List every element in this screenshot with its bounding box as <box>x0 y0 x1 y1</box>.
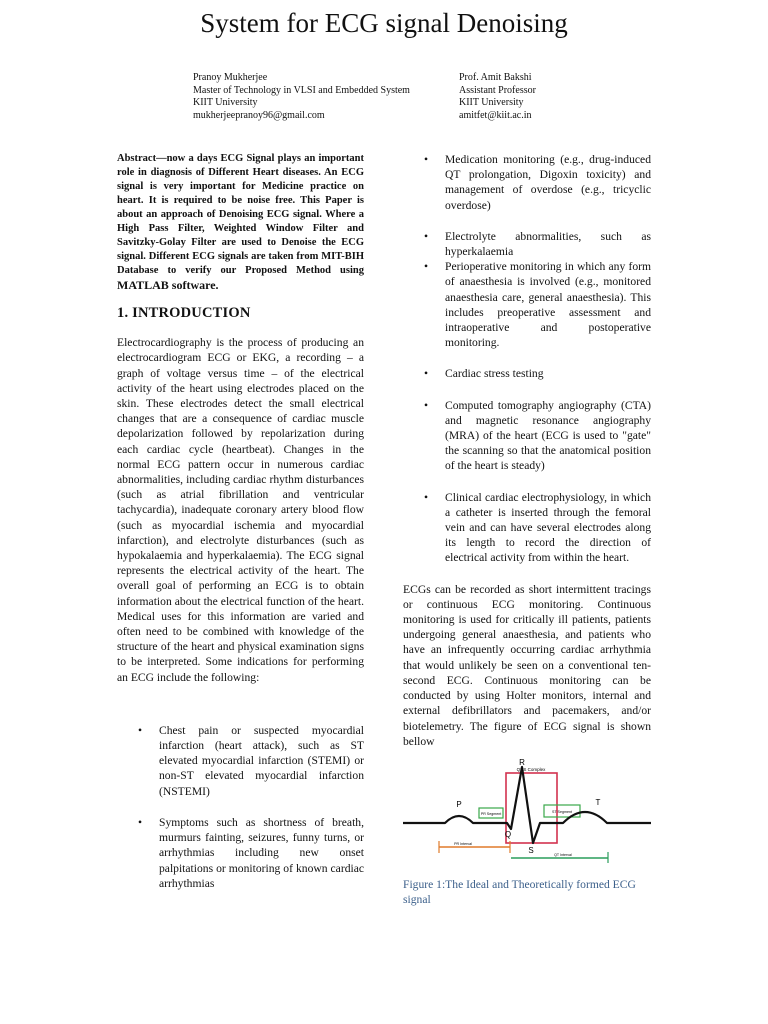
pr-interval-label: PR Interval <box>454 841 472 846</box>
abstract <box>117 152 364 294</box>
r-wave-label: R <box>519 757 525 767</box>
intro-paragraph: Electrocardiography is the process of producing an electrocardiogram ECG or EKG, a recording – a graph of voltage versus time – of the electrical activity of the heart using electrodes placed on the skin. These electrodes detect the small electrical changes that are a consequence of cardiac muscle depolarization followed by repolarization during each cardiac cycle (heartbeat). Changes in the normal ECG pattern occur in numerous cardiac abnormalities, including cardiac rhythm disturbances (such as atrial fibrillation and ventricular tachycardia), inadequate coronary artery blood flow (such as myocardial ischemia and myocardial infarction), and electrolyte disturbances (such as hypokalaemia and hyperkalaemia). The ECG signal represents the electrical activity of the heart. The overall goal of performing an ECG is to obtain information about the electrical function of the heart. Medical uses for this information are varied and often need to be combined with knowledge of the structure of the heart and physical examination signs to be interpreted. Some indications for performing an ECG include the following: <box>117 336 364 684</box>
paper-title: System for ECG signal Denoising <box>200 8 568 38</box>
abstract-tail: MATLAB software. <box>117 278 219 292</box>
st-segment-label: ST Segment <box>552 809 572 814</box>
q-wave-label: Q <box>504 829 512 839</box>
list-item: • Perioperative monitoring in which any form of anaesthesia is involved (e.g., monitored anaesthesia care, general anaesthesia). This includes preoperative assessment and intraoperative and postoperative monitoring. <box>403 259 651 350</box>
author-name: Prof. Amit Bakshi <box>459 72 532 83</box>
list-item: • Symptoms such as shortness of breath, murmurs fainting, seizures, funny turns, or arrhythmias including new onset palpitations or monitoring of known cardiac arrhythmias <box>117 815 364 891</box>
list-item: • Chest pain or suspected myocardial infarction (heart attack), such as ST elevated myocardial infarction (STEMI) or non-ST elevated myocardial infarction (NSTEMI) <box>117 723 364 799</box>
qt-interval-label: QT Interval <box>554 852 572 857</box>
s-wave-label: S <box>528 845 534 855</box>
abstract-text: Abstract—now a days ECG Signal plays an important role in diagnosis of Different Heart diseases. An ECG signal is very important for Medicine practice on heart. It is required to be noise free. This Paper is about an approach of Denoising ECG signal. Where a High Pass Filter, Weighted Window Filter and Savitzky-Golay Filter are used to Denoise the ECG signal. Different ECG signals are taken from MIT-BIH Database to verify our Proposed Method using <box>117 153 364 276</box>
author-block-2 <box>459 72 536 122</box>
author-affiliation: KIIT University <box>193 97 258 108</box>
t-wave-label: T <box>595 797 601 807</box>
ecg-trace <box>403 767 651 843</box>
section-heading-introduction: 1. INTRODUCTION <box>117 305 251 321</box>
pr-segment-label: PR Segment <box>480 811 502 816</box>
author-email: mukherjeepranoy96@gmail.com <box>193 109 325 121</box>
author-position: Assistant Professor <box>459 84 536 96</box>
list-item: • Clinical cardiac electrophysiology, in which a catheter is inserted through the femoral vein and can have several electrodes along its length to record the direction of electrical activity from within the heart. <box>403 490 651 566</box>
indications-list <box>117 723 364 891</box>
author-name: Pranoy Mukherjee <box>193 72 268 83</box>
list-item: • Computed tomography angiography (CTA) and magnetic resonance angiography (MRA) of the heart (ECG is used to "gate" the scanning so that the anatomical position of the heart is steady) <box>403 398 651 474</box>
p-wave-label: P <box>456 799 462 809</box>
list-item: • Electrolyte abnormalities, such as hyperkalaemia <box>403 229 651 259</box>
monitoring-paragraph: ECGs can be recorded as short intermittent tracings or continuous ECG monitoring. Continuous monitoring is used for critically ill patients, patients undergoing general anaesthesia, and patients who have an infrequently occurring cardiac arrhythmia that would unlikely be seen on a conventional ten-second ECG. Continuous monitoring can be conducted by using Holter monitors, internal and external defibrillators and pacemakers, and/or biotelemetry. The figure of ECG signal is shown bellow <box>403 582 651 748</box>
ecg-figure <box>403 757 651 867</box>
author-degree: Master of Technology in VLSI and Embedded System <box>193 84 410 96</box>
author-affiliation: KIIT University <box>459 97 524 108</box>
right-column <box>403 152 651 907</box>
author-block-1 <box>193 72 410 122</box>
list-item: • Medication monitoring (e.g., drug-induced QT prolongation, Digoxin toxicity) and management of overdose (e.g., tricyclic overdose) <box>403 152 651 213</box>
left-column <box>117 152 364 907</box>
list-item: • Cardiac stress testing <box>403 366 651 381</box>
qrs-complex-label: QRS Complex <box>516 766 546 772</box>
indications-list-continued <box>403 152 651 566</box>
figure-caption: Figure 1:The Ideal and Theoretically formed ECG signal <box>403 878 636 907</box>
author-email: amitfet@kiit.ac.in <box>459 109 532 121</box>
